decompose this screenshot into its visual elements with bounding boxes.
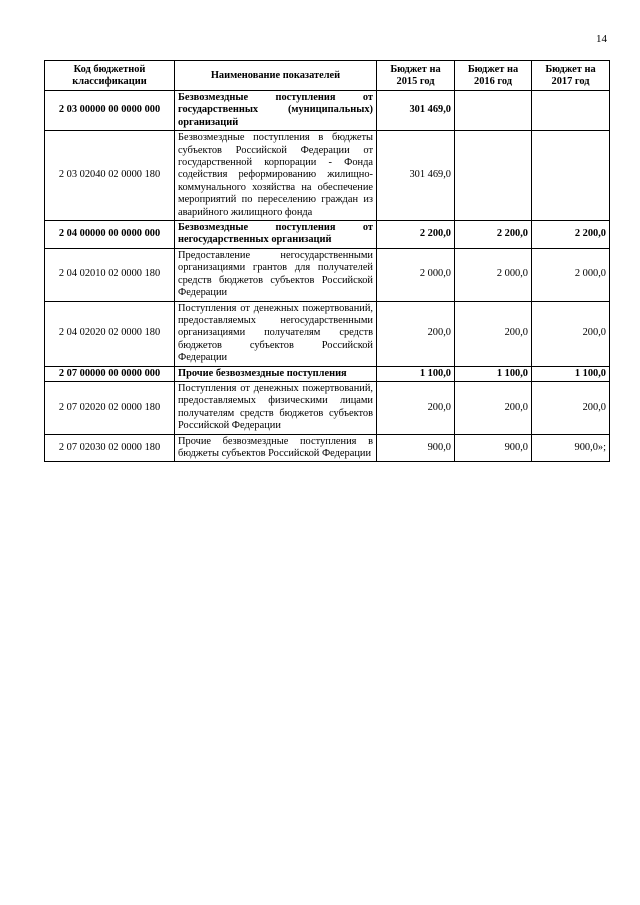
table-row (45, 248, 610, 301)
row-code: 2 03 00000 00 0000 000 (45, 91, 175, 131)
table-row (45, 366, 610, 381)
row-budget-2017: 2 000,0 (532, 248, 610, 301)
header-budget-2015: Бюджет на 2015 год (377, 61, 455, 91)
row-code: 2 04 00000 00 0000 000 (45, 221, 175, 249)
row-name: Предоставление негосударственными организациями грантов для получателей средств бюджетов субъектов Российской Федерации (175, 248, 377, 301)
header-name: Наименование показателей (175, 61, 377, 91)
row-name: Безвозмездные поступления от негосударственных организаций (175, 221, 377, 249)
row-budget-2015: 2 000,0 (377, 248, 455, 301)
row-budget-2016 (455, 91, 532, 131)
row-budget-2016: 1 100,0 (455, 366, 532, 381)
table-row (45, 301, 610, 366)
row-budget-2017: 1 100,0 (532, 366, 610, 381)
header-code: Код бюджетной классификации (45, 61, 175, 91)
table-row (45, 434, 610, 462)
row-budget-2016: 200,0 (455, 381, 532, 434)
table-header-row (45, 61, 610, 91)
row-name: Безвозмездные поступления в бюджеты субъектов Российской Федерации от государственной корпорации - Фонда содействия реформированию жилищно-коммунального хозяйства на обеспечение мероприятий по переселению граждан из аварийного жилищного фонда (175, 131, 377, 221)
row-budget-2015: 200,0 (377, 301, 455, 366)
row-budget-2015: 1 100,0 (377, 366, 455, 381)
row-code: 2 04 02020 02 0000 180 (45, 301, 175, 366)
budget-table (44, 60, 610, 462)
row-code: 2 03 02040 02 0000 180 (45, 131, 175, 221)
header-budget-2016: Бюджет на 2016 год (455, 61, 532, 91)
row-budget-2017: 200,0 (532, 301, 610, 366)
row-budget-2016: 2 000,0 (455, 248, 532, 301)
row-budget-2015: 2 200,0 (377, 221, 455, 249)
row-code: 2 07 02030 02 0000 180 (45, 434, 175, 462)
row-budget-2017 (532, 131, 610, 221)
row-code: 2 07 02020 02 0000 180 (45, 381, 175, 434)
row-budget-2017: 900,0»; (532, 434, 610, 462)
row-budget-2015: 301 469,0 (377, 131, 455, 221)
row-budget-2016: 200,0 (455, 301, 532, 366)
row-budget-2017: 2 200,0 (532, 221, 610, 249)
row-name: Прочие безвозмездные поступления (175, 366, 377, 381)
row-budget-2015: 200,0 (377, 381, 455, 434)
row-code: 2 07 00000 00 0000 000 (45, 366, 175, 381)
row-budget-2015: 900,0 (377, 434, 455, 462)
row-name: Поступления от денежных пожертвований, предоставляемых физическими лицами получателям средств бюджетов субъектов Российской Федерации (175, 381, 377, 434)
table-row (45, 91, 610, 131)
row-name: Прочие безвозмездные поступления в бюджеты субъектов Российской Федерации (175, 434, 377, 462)
row-budget-2016: 900,0 (455, 434, 532, 462)
header-budget-2017: Бюджет на 2017 год (532, 61, 610, 91)
row-budget-2016 (455, 131, 532, 221)
row-budget-2017: 200,0 (532, 381, 610, 434)
table-row (45, 131, 610, 221)
row-budget-2016: 2 200,0 (455, 221, 532, 249)
row-budget-2017 (532, 91, 610, 131)
table-row (45, 221, 610, 249)
row-name: Безвозмездные поступления от государственных (муниципальных) организаций (175, 91, 377, 131)
page-number: 14 (596, 33, 607, 45)
row-budget-2015: 301 469,0 (377, 91, 455, 131)
row-code: 2 04 02010 02 0000 180 (45, 248, 175, 301)
row-name: Поступления от денежных пожертвований, предоставляемых негосударственными организациями получателям средств бюджетов субъектов Российской Федерации (175, 301, 377, 366)
table-row (45, 381, 610, 434)
